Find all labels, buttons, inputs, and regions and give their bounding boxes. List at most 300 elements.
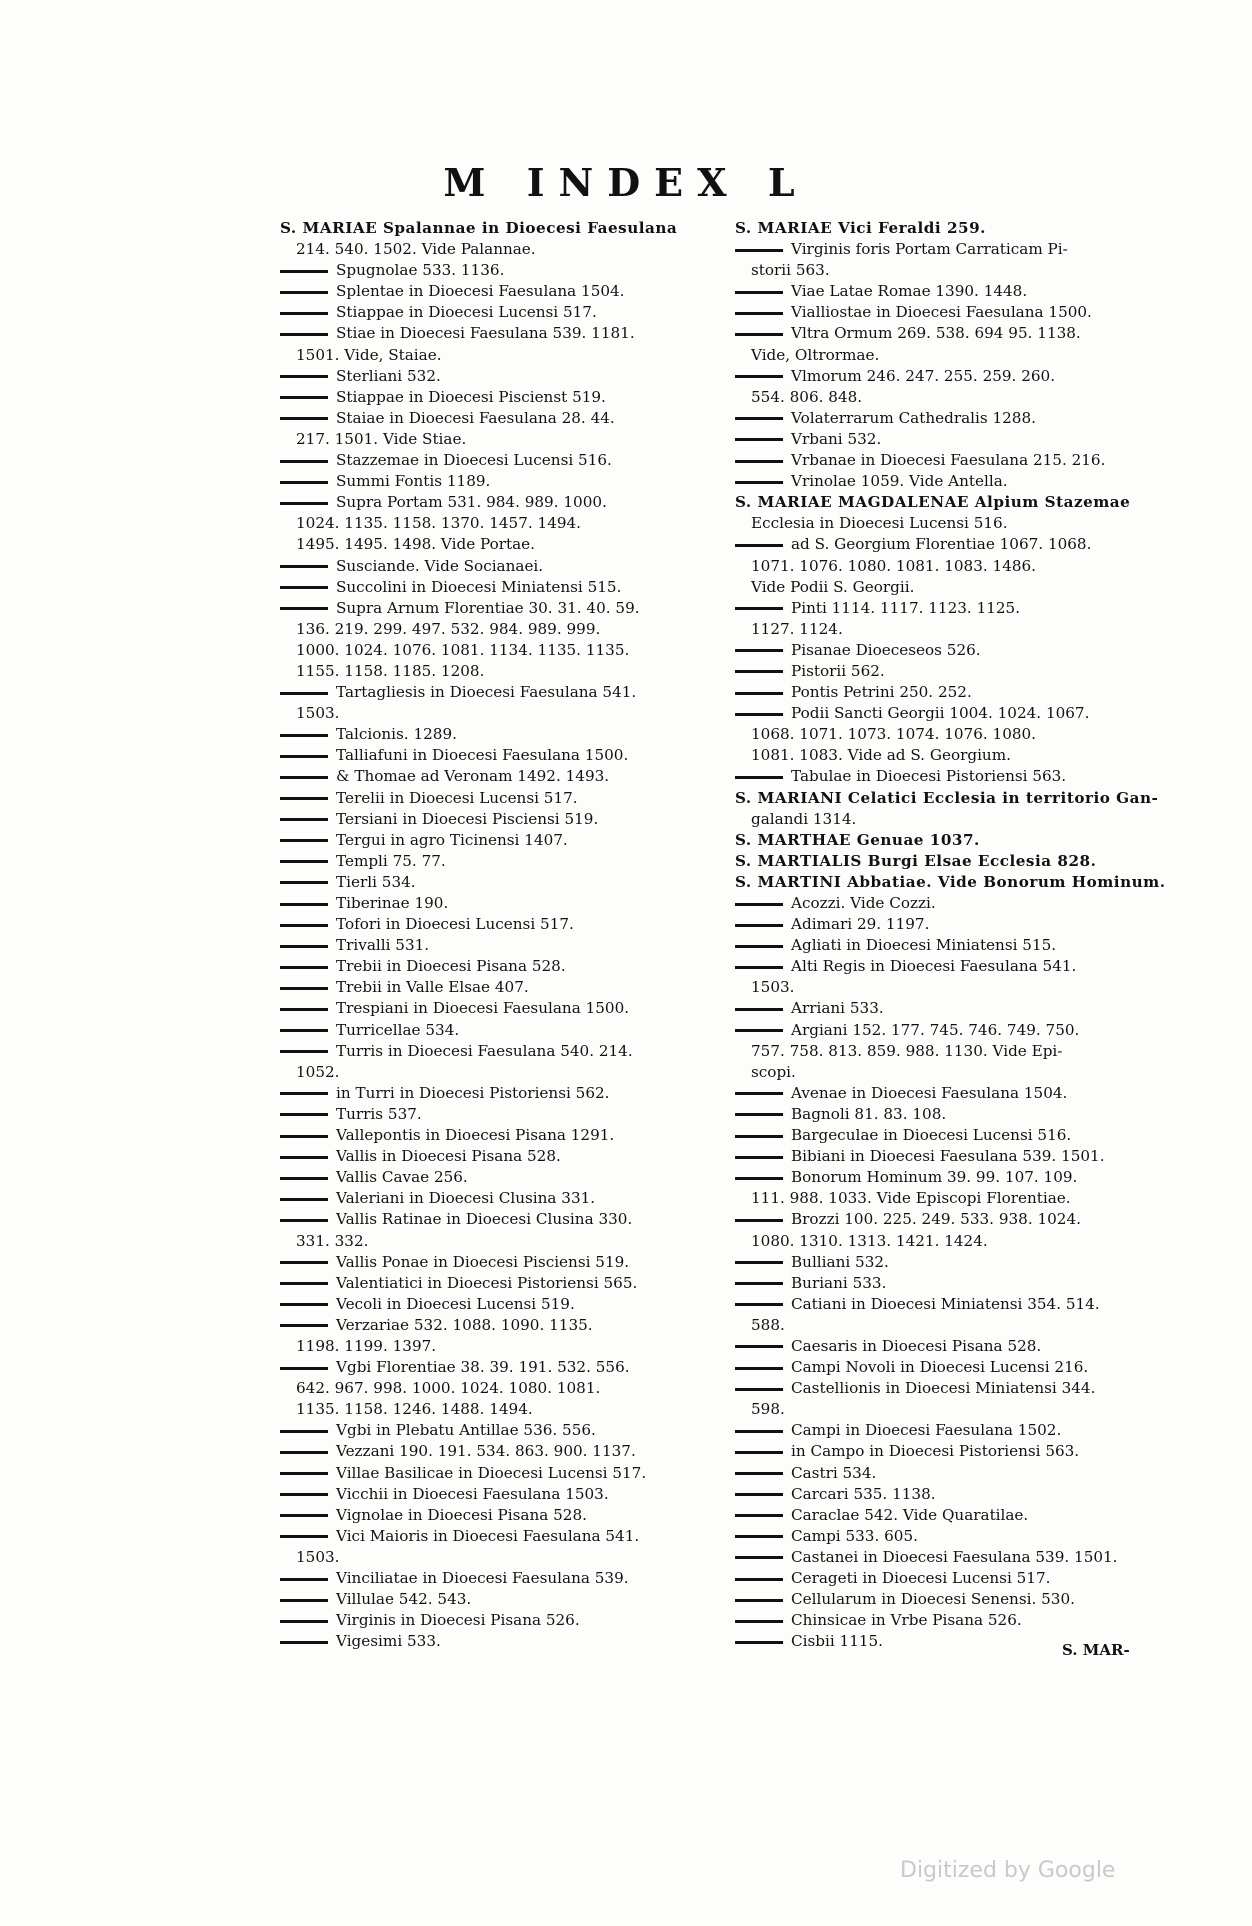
ditto-dash [735, 1451, 783, 1454]
index-text: Summi Fontis 1189. [336, 472, 491, 491]
ditto-dash [735, 291, 783, 294]
ditto-dash [735, 1282, 783, 1285]
index-entry [735, 366, 1177, 387]
index-entry [280, 935, 718, 956]
index-entry [735, 1420, 1177, 1441]
index-entry [280, 1378, 718, 1399]
index-text: Castellionis in Dioecesi Miniatensi 344. [791, 1379, 1096, 1398]
ditto-dash [280, 586, 328, 589]
index-text: 554. 806. 848. [751, 387, 863, 406]
index-entry [735, 387, 1177, 408]
ditto-dash [280, 1092, 328, 1095]
index-heading: S. MARTINI Abbatiae. Vide Bonorum Hominum. [735, 872, 1166, 891]
index-entry [280, 998, 718, 1019]
index-entry [735, 1463, 1177, 1484]
index-entry [280, 1357, 718, 1378]
catchword: S. MAR- [1062, 1641, 1130, 1659]
index-text: Vinciliatae in Dioecesi Faesulana 539. [336, 1569, 629, 1587]
ditto-dash [735, 481, 783, 484]
index-text: Avenae in Dioecesi Faesulana 1504. [791, 1083, 1068, 1102]
index-entry [735, 682, 1177, 703]
index-entry [735, 1547, 1177, 1568]
ditto-dash [280, 1050, 328, 1053]
index-entry [280, 1399, 718, 1420]
index-entry [735, 1399, 1177, 1420]
index-entry [735, 513, 1177, 534]
ditto-dash [735, 1219, 783, 1222]
index-text: 1024. 1135. 1158. 1370. 1457. 1494. [296, 514, 582, 533]
left-column [280, 218, 718, 1652]
index-text: Vallis Ponae in Dioecesi Pisciensi 519. [336, 1252, 630, 1271]
index-text: Trespiani in Dioecesi Faesulana 1500. [336, 999, 630, 1018]
index-entry [735, 956, 1177, 977]
ditto-dash [280, 776, 328, 779]
index-text: Succolini in Dioecesi Miniatensi 515. [336, 577, 622, 596]
index-entry [735, 1610, 1177, 1631]
index-text: Catiani in Dioecesi Miniatensi 354. 514. [791, 1294, 1100, 1313]
index-text: Talcionis. 1289. [336, 725, 457, 744]
index-text: Vialliostae in Dioecesi Faesulana 1500. [791, 303, 1092, 322]
index-entry [280, 1484, 718, 1505]
index-entry [735, 1167, 1177, 1188]
index-text: Buriani 533. [791, 1273, 887, 1292]
index-text: 1068. 1071. 1073. 1074. 1076. 1080. [751, 725, 1037, 744]
index-entry [280, 872, 718, 893]
index-entry [280, 1336, 718, 1357]
ditto-dash [280, 1472, 328, 1475]
index-text: Caesaris in Dioecesi Pisana 528. [791, 1336, 1042, 1355]
ditto-dash [280, 1430, 328, 1433]
index-text: Caraclae 542. Vide Quaratilae. [791, 1505, 1029, 1524]
index-text: 642. 967. 998. 1000. 1024. 1080. 1081. [296, 1379, 601, 1398]
index-entry [280, 724, 718, 745]
index-heading: S. MARIAE Spalannae in Dioecesi Faesulana [280, 219, 678, 237]
ditto-dash [280, 312, 328, 315]
ditto-dash [735, 607, 783, 610]
ditto-dash [735, 249, 783, 252]
index-text: scopi. [751, 1062, 796, 1081]
index-entry [735, 218, 1177, 239]
index-text: Templi 75. 77. [336, 851, 446, 870]
index-entry [280, 302, 718, 323]
index-text: 588. [751, 1315, 785, 1334]
index-text: Campi Novoli in Dioecesi Lucensi 216. [791, 1358, 1089, 1377]
index-entry [280, 851, 718, 872]
index-entry [735, 977, 1177, 998]
index-entry [735, 1505, 1177, 1526]
index-entry [735, 1062, 1177, 1083]
index-text: Brozzi 100. 225. 249. 533. 938. 1024. [791, 1210, 1081, 1229]
index-text: Volaterrarum Cathedralis 1288. [791, 408, 1036, 427]
index-text: Virginis in Dioecesi Pisana 526. [336, 1611, 580, 1630]
index-text: Alti Regis in Dioecesi Faesulana 541. [791, 957, 1077, 976]
ditto-dash [735, 924, 783, 927]
index-text: Bargeculae in Dioecesi Lucensi 516. [791, 1126, 1072, 1145]
ditto-dash [280, 818, 328, 821]
index-entry [735, 1252, 1177, 1273]
ditto-dash [735, 1599, 783, 1602]
index-entry [280, 830, 718, 851]
ditto-dash [735, 544, 783, 547]
ditto-dash [280, 460, 328, 463]
index-text: Stazzemae in Dioecesi Lucensi 516. [336, 451, 612, 470]
ditto-dash [735, 1535, 783, 1538]
index-entry [735, 1484, 1177, 1505]
ditto-dash [280, 481, 328, 484]
index-entry [280, 1020, 718, 1041]
index-entry [280, 1252, 718, 1273]
index-entry [280, 682, 718, 703]
index-entry [280, 429, 718, 450]
index-entry [735, 935, 1177, 956]
index-entry [735, 281, 1177, 302]
ditto-dash [280, 1135, 328, 1138]
index-text: & Thomae ad Veronam 1492. 1493. [336, 767, 610, 786]
index-text: Trebii in Valle Elsae 407. [336, 978, 529, 997]
ditto-dash [280, 375, 328, 378]
index-entry [735, 893, 1177, 914]
ditto-dash [280, 1198, 328, 1201]
index-entry [735, 1294, 1177, 1315]
index-entry [735, 998, 1177, 1019]
index-entry [735, 1146, 1177, 1167]
index-text: Trebii in Dioecesi Pisana 528. [336, 957, 566, 976]
index-text: 1052. [296, 1062, 340, 1081]
ditto-dash [735, 1156, 783, 1159]
ditto-dash [735, 1430, 783, 1433]
index-entry [735, 260, 1177, 281]
index-text: Bagnoli 81. 83. 108. [791, 1104, 947, 1123]
index-entry [280, 323, 718, 344]
index-entry [280, 471, 718, 492]
ditto-dash [280, 333, 328, 336]
index-heading: S. MARIAE Vici Feraldi 259. [735, 219, 986, 237]
index-text: 1503. [296, 1547, 340, 1566]
index-text: 1495. 1495. 1498. Vide Portae. [296, 535, 535, 554]
ditto-dash [735, 1177, 783, 1180]
index-text: 757. 758. 813. 859. 988. 1130. Vide Epi- [751, 1041, 1063, 1060]
ditto-dash [735, 1367, 783, 1370]
index-text: 1198. 1199. 1397. [296, 1336, 437, 1355]
index-entry [735, 1526, 1177, 1547]
index-entry [280, 1041, 718, 1062]
ditto-dash [735, 1556, 783, 1559]
index-entry [280, 1610, 718, 1631]
index-text: Vicchii in Dioecesi Faesulana 1503. [336, 1484, 609, 1503]
index-text: ad S. Georgium Florentiae 1067. 1068. [791, 535, 1092, 554]
index-text: Vallis Cavae 256. [336, 1168, 468, 1187]
index-entry [280, 1273, 718, 1294]
ditto-dash [280, 1367, 328, 1370]
index-heading: S. MARIANI Celatici Ecclesia in territorio Gan- [735, 788, 1159, 807]
ditto-dash [280, 1303, 328, 1306]
index-entry [735, 914, 1177, 935]
index-text: Vecoli in Dioecesi Lucensi 519. [336, 1294, 575, 1313]
index-entry [280, 703, 718, 724]
index-entry [280, 1083, 718, 1104]
index-text: Cellularum in Dioecesi Senensi. 530. [791, 1590, 1075, 1609]
ditto-dash [280, 1029, 328, 1032]
ditto-dash [735, 1514, 783, 1517]
ditto-dash [280, 1641, 328, 1644]
index-text: 1135. 1158. 1246. 1488. 1494. [296, 1400, 533, 1419]
index-text: Vide Podii S. Georgii. [751, 577, 915, 596]
ditto-dash [280, 1514, 328, 1517]
index-entry [735, 724, 1177, 745]
ditto-dash [735, 1620, 783, 1623]
index-heading: S. MARTIALIS Burgi Elsae Ecclesia 828. [735, 851, 1097, 870]
ditto-dash [735, 1008, 783, 1011]
index-entry [735, 1357, 1177, 1378]
index-text: Bibiani in Dioecesi Faesulana 539. 1501. [791, 1147, 1105, 1166]
index-entry [280, 1547, 718, 1568]
ditto-dash [735, 1029, 783, 1032]
index-entry [735, 788, 1177, 809]
index-text: Supra Arnum Florentiae 30. 31. 40. 59. [336, 598, 640, 617]
index-text: Tartagliesis in Dioecesi Faesulana 541. [336, 683, 637, 702]
ditto-dash [280, 755, 328, 758]
index-heading: S. MARIAE MAGDALENAE Alpium Stazemae [735, 493, 1131, 512]
index-text: Vigesimi 533. [336, 1632, 441, 1651]
index-entry [280, 766, 718, 787]
ditto-dash [280, 1578, 328, 1581]
index-text: Vgbi Florentiae 38. 39. 191. 532. 556. [336, 1358, 630, 1377]
ditto-dash [280, 881, 328, 884]
ditto-dash [280, 797, 328, 800]
index-entry [280, 387, 718, 408]
ditto-dash [735, 460, 783, 463]
index-entry [735, 1020, 1177, 1041]
index-entry [280, 366, 718, 387]
index-entry [280, 1104, 718, 1125]
index-entry [735, 830, 1177, 851]
ditto-dash [735, 1388, 783, 1391]
index-text: Spugnolae 533. 1136. [336, 261, 505, 280]
ditto-dash [735, 966, 783, 969]
index-text: Castanei in Dioecesi Faesulana 539. 1501. [791, 1547, 1118, 1566]
ditto-dash [280, 1535, 328, 1538]
index-text: Agliati in Dioecesi Miniatensi 515. [791, 936, 1057, 955]
ditto-dash [735, 713, 783, 716]
index-entry [280, 345, 718, 366]
ditto-dash [280, 607, 328, 610]
index-text: 1503. [751, 978, 795, 997]
index-text: 598. [751, 1400, 785, 1419]
index-entry [280, 1167, 718, 1188]
index-entry [735, 345, 1177, 366]
index-entry [280, 1188, 718, 1209]
ditto-dash [280, 417, 328, 420]
index-text: Chinsicae in Vrbe Pisana 526. [791, 1611, 1022, 1630]
index-text: storii 563. [751, 261, 830, 280]
index-entry [280, 893, 718, 914]
index-entry [735, 1125, 1177, 1146]
index-text: 1155. 1158. 1185. 1208. [296, 661, 485, 680]
index-text: Valeriani in Dioecesi Clusina 331. [336, 1189, 596, 1208]
index-entry [735, 1041, 1177, 1062]
index-text: Cerageti in Dioecesi Lucensi 517. [791, 1569, 1051, 1587]
index-entry [735, 1231, 1177, 1252]
index-text: Tiberinae 190. [336, 894, 449, 912]
index-text: Trivalli 531. [336, 936, 430, 955]
ditto-dash [280, 1599, 328, 1602]
index-entry [280, 577, 718, 598]
index-entry [280, 661, 718, 682]
index-text: Bulliani 532. [791, 1252, 889, 1271]
index-entry [735, 1273, 1177, 1294]
index-text: Vici Maioris in Dioecesi Faesulana 541. [336, 1526, 640, 1545]
ditto-dash [735, 312, 783, 315]
index-entry [735, 1378, 1177, 1399]
index-text: 1080. 1310. 1313. 1421. 1424. [751, 1231, 988, 1250]
ditto-dash [735, 1493, 783, 1496]
ditto-dash [280, 1219, 328, 1222]
index-text: in Turri in Dioecesi Pistoriensi 562. [336, 1083, 610, 1102]
ditto-dash [280, 966, 328, 969]
index-text: Campi 533. 605. [791, 1526, 918, 1545]
index-text: Vallis in Dioecesi Pisana 528. [336, 1147, 561, 1166]
index-entry [280, 1505, 718, 1526]
index-text: Carcari 535. 1138. [791, 1484, 936, 1503]
ditto-dash [280, 1620, 328, 1623]
index-entry [735, 640, 1177, 661]
index-entry [280, 1568, 718, 1589]
index-entry [280, 218, 718, 239]
index-text: Splentae in Dioecesi Faesulana 1504. [336, 282, 625, 301]
ditto-dash [280, 1282, 328, 1285]
index-text: Stiappae in Dioecesi Lucensi 517. [336, 303, 597, 322]
index-text: Argiani 152. 177. 745. 746. 749. 750. [791, 1020, 1080, 1039]
index-text: Stiappae in Dioecesi Piscienst 519. [336, 387, 606, 406]
index-text: Vgbi in Plebatu Antillae 536. 556. [336, 1421, 596, 1440]
ditto-dash [280, 987, 328, 990]
index-text: Campi in Dioecesi Faesulana 1502. [791, 1421, 1062, 1440]
index-entry [735, 1441, 1177, 1462]
index-entry [735, 556, 1177, 577]
index-text: Villae Basilicae in Dioecesi Lucensi 517. [336, 1463, 647, 1482]
index-text: 1081. 1083. Vide ad S. Georgium. [751, 746, 1011, 765]
index-entry [280, 1209, 718, 1230]
index-entry [280, 1062, 718, 1083]
page-header: M INDEX L [443, 160, 809, 205]
ditto-dash [735, 1345, 783, 1348]
ditto-dash [735, 776, 783, 779]
index-entry [280, 1315, 718, 1336]
index-entry [280, 281, 718, 302]
ditto-dash [280, 502, 328, 505]
index-entry [735, 323, 1177, 344]
index-entry [735, 429, 1177, 450]
index-text: Vlmorum 246. 247. 255. 259. 260. [791, 366, 1056, 385]
ditto-dash [280, 1008, 328, 1011]
index-text: Vrbani 532. [791, 429, 882, 448]
index-entry [280, 534, 718, 555]
ditto-dash [280, 565, 328, 568]
index-text: Tofori in Dioecesi Lucensi 517. [336, 915, 574, 934]
index-text: Virginis foris Portam Carraticam Pi- [791, 240, 1068, 259]
index-text: 1127. 1124. [751, 619, 843, 638]
ditto-dash [280, 924, 328, 927]
index-text: Tergui in agro Ticinensi 1407. [336, 830, 568, 849]
ditto-dash [280, 1324, 328, 1327]
index-text: Ecclesia in Dioecesi Lucensi 516. [751, 514, 1008, 533]
index-entry [280, 408, 718, 429]
index-entry [735, 492, 1177, 513]
index-entry [735, 450, 1177, 471]
index-entry [735, 598, 1177, 619]
index-text: Vrbanae in Dioecesi Faesulana 215. 216. [791, 451, 1106, 470]
index-entry [280, 1146, 718, 1167]
ditto-dash [280, 1177, 328, 1180]
index-text: galandi 1314. [751, 809, 857, 828]
index-text: 1000. 1024. 1076. 1081. 1134. 1135. 1135. [296, 640, 630, 659]
ditto-dash [735, 417, 783, 420]
index-text: Vltra Ormum 269. 538. 694 95. 1138. [791, 324, 1081, 343]
index-text: Cisbii 1115. [791, 1632, 884, 1651]
index-entry [735, 745, 1177, 766]
index-text: Valentiatici in Dioecesi Pistoriensi 565. [336, 1273, 638, 1292]
index-entry [735, 872, 1177, 893]
index-text: Tabulae in Dioecesi Pistoriensi 563. [791, 767, 1067, 786]
ditto-dash [735, 945, 783, 948]
index-text: Sterliani 532. [336, 366, 441, 385]
index-text: Vallepontis in Dioecesi Pisana 1291. [336, 1126, 615, 1145]
index-entry [735, 1336, 1177, 1357]
index-entry [280, 956, 718, 977]
index-entry [735, 471, 1177, 492]
ditto-dash [735, 670, 783, 673]
ditto-dash [735, 1113, 783, 1116]
index-entry [280, 640, 718, 661]
index-entry [280, 619, 718, 640]
ditto-dash [735, 333, 783, 336]
index-text: Vignolae in Dioecesi Pisana 528. [336, 1505, 587, 1524]
ditto-dash [735, 1472, 783, 1475]
index-text: Susciande. Vide Socianaei. [336, 556, 544, 575]
index-entry [280, 260, 718, 281]
digitized-watermark: Digitized by Google [900, 1858, 1116, 1883]
index-text: Turricellae 534. [336, 1020, 460, 1039]
index-entry [735, 851, 1177, 872]
index-text: Supra Portam 531. 984. 989. 1000. [336, 493, 607, 512]
ditto-dash [280, 860, 328, 863]
index-entry [735, 661, 1177, 682]
index-entry [280, 1631, 718, 1652]
ditto-dash [280, 839, 328, 842]
ditto-dash [280, 692, 328, 695]
index-entry [735, 703, 1177, 724]
index-text: 1071. 1076. 1080. 1081. 1083. 1486. [751, 556, 1037, 575]
index-text: 217. 1501. Vide Stiae. [296, 429, 467, 448]
index-entry [280, 239, 718, 260]
index-text: 214. 540. 1502. Vide Palannae. [296, 240, 536, 259]
index-text: 1501. Vide, Staiae. [296, 345, 442, 364]
index-entry [280, 1463, 718, 1484]
index-text: Adimari 29. 1197. [791, 915, 930, 934]
index-text: Pontis Petrini 250. 252. [791, 683, 972, 702]
index-entry [280, 1589, 718, 1610]
index-text: Arriani 533. [791, 999, 884, 1018]
index-entry [735, 408, 1177, 429]
index-text: Vide, Oltrormae. [751, 345, 880, 364]
ditto-dash [280, 291, 328, 294]
ditto-dash [280, 903, 328, 906]
ditto-dash [280, 1113, 328, 1116]
index-entry [735, 1083, 1177, 1104]
index-entry [280, 556, 718, 577]
index-entry [735, 1315, 1177, 1336]
index-entry [280, 492, 718, 513]
